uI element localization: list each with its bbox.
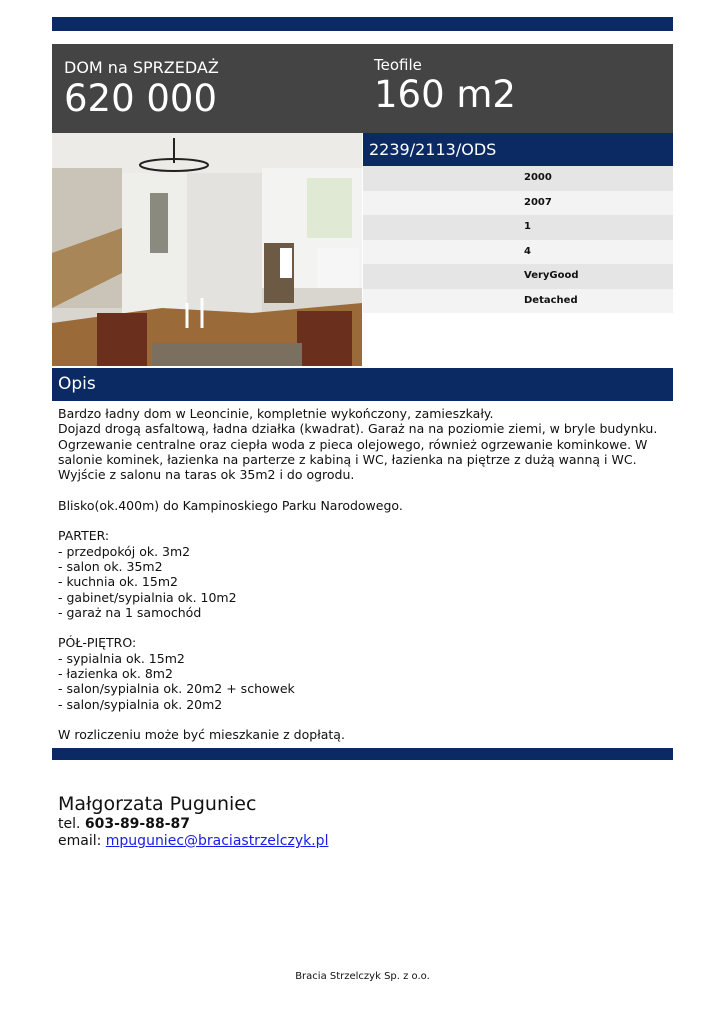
detail-row: Detached [363, 289, 673, 314]
agent-phone-line [58, 816, 328, 833]
location: Teofile [374, 56, 422, 74]
top-accent-bar [52, 17, 673, 31]
email-label: email: [58, 833, 102, 849]
property-type: DOM na SPRZEDAŻ [64, 58, 219, 77]
phone-label: tel. [58, 816, 81, 832]
divider-bar [52, 748, 673, 760]
detail-row: 1 [363, 215, 673, 240]
detail-row: VeryGood [363, 264, 673, 289]
property-photo [52, 133, 362, 366]
detail-row: 4 [363, 240, 673, 265]
description-text: Bardzo ładny dom w Leoncinie, kompletnie wykończony, zamieszkały. Dojazd drogą asfaltową, ładna działka (kwadrat). Garaż na na poziomie ziemi, w bryle budynku. Ogrzewanie centralne oraz ciepła woda z pieca olejowego, również ogrzewanie kominkowe. W salonie kominek, łazienka na parterze z kabiną i WC, łazienka na piętrze z dużą wanną i WC. Wyjście z salonu na taras ok 35m2 i do ogrodu. Blisko(ok.400m) do Kampinoskiego Parku Narodowego. PARTER: - przedpokój ok. 3m2 - salon ok. 35m2 - kuchnia ok. 15m2 - gabinet/sypialnia ok. 10m2 - garaż na 1 samochód PÓŁ-PIĘTRO: - sypialnia ok. 15m2 - łazienka ok. 8m2 - salon/sypialnia ok. 20m2 + schowek - salon/sypialnia ok. 20m2 W rozliczeniu może być mieszkanie z dopłatą. [58, 406, 658, 743]
detail-row: 2007 [363, 191, 673, 216]
listing-header [52, 44, 673, 133]
description-heading: Opis [52, 368, 673, 401]
agent-contact [58, 792, 328, 850]
phone-number[interactable]: 603-89-88-87 [84, 816, 191, 832]
detail-row: 2000 [363, 166, 673, 191]
agent-name: Małgorzata Puguniec [58, 793, 257, 815]
area: 160 m2 [374, 73, 516, 116]
price: 620 000 [64, 77, 218, 120]
company-footer: Bracia Strzelczyk Sp. z o.o. [295, 971, 430, 982]
details-table [363, 166, 673, 313]
agent-email-line [58, 833, 328, 850]
reference-number: 2239/2113/ODS [363, 133, 673, 166]
email-link[interactable]: mpuguniec@braciastrzelczyk.pl [105, 833, 329, 849]
